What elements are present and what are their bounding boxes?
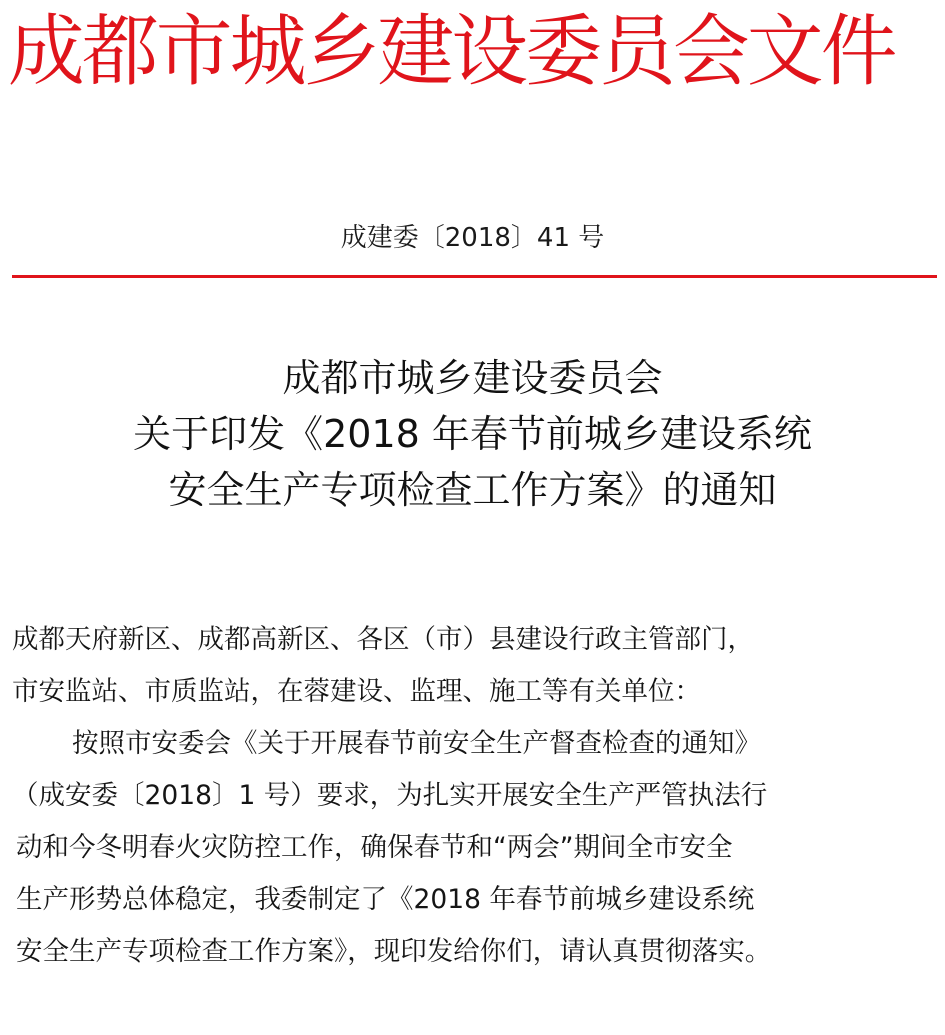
notice-body (12, 614, 937, 978)
addressee-line-2: 市安监站、市质监站，在蓉建设、监理、施工等有关单位： (12, 676, 701, 707)
paragraph-line-3: 动和今冬明春火灾防控工作，确保春节和“两会”期间全市安全 (16, 832, 733, 863)
paragraph-line-5: 安全生产专项检查工作方案》，现印发给你们，请认真贯彻落实。 (16, 936, 772, 967)
notice-title (0, 350, 945, 518)
addressee-line-1: 成都天府新区、成都高新区、各区（市）县建设行政主管部门， (12, 624, 754, 655)
paragraph-line-4: 生产形势总体稳定，我委制定了《2018 年春节前城乡建设系统 (16, 884, 755, 915)
title-line-1: 成都市城乡建设委员会 (282, 356, 663, 400)
red-divider-line (12, 275, 937, 278)
document-number: 成建委〔2018〕41 号 (340, 223, 605, 253)
title-line-3: 安全生产专项检查工作方案》的通知 (168, 468, 777, 512)
org-masthead: 成都市城乡建设委员会文件 (8, 7, 895, 97)
paragraph-line-2: （成安委〔2018〕1 号）要求，为扎实开展安全生产严管执法行 (12, 780, 768, 811)
paragraph-line-1: 按照市安委会《关于开展春节前安全生产督查检查的通知》 (72, 728, 761, 759)
title-line-2: 关于印发《2018 年春节前城乡建设系统 (133, 412, 812, 456)
